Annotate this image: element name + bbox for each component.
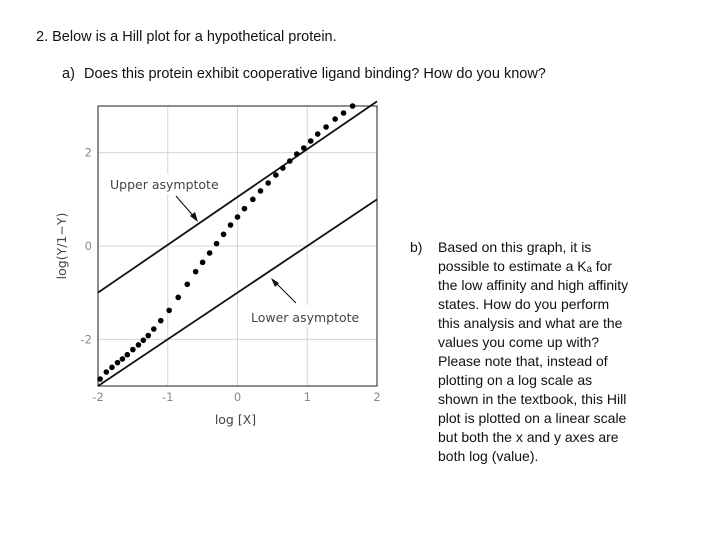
y-tick-label: 2 — [84, 145, 92, 160]
x-tick-label: 0 — [233, 390, 242, 404]
x-tick-label: -1 — [162, 390, 174, 404]
data-point — [158, 318, 164, 324]
data-point — [242, 206, 248, 212]
data-point — [273, 172, 279, 178]
data-point — [124, 352, 130, 358]
data-point — [258, 188, 264, 194]
data-point — [228, 222, 234, 228]
data-point — [221, 232, 227, 238]
part-b-line: Please note that, instead of — [438, 353, 608, 369]
data-points — [97, 103, 355, 382]
part-b-line: values you come up with? — [438, 334, 600, 350]
data-point — [97, 376, 103, 382]
data-point — [115, 360, 121, 366]
data-point — [166, 308, 172, 314]
data-point — [145, 333, 151, 339]
data-point — [200, 260, 206, 266]
data-point — [265, 180, 271, 186]
x-tick-label: 1 — [303, 390, 311, 404]
y-tick-label: -2 — [80, 332, 92, 347]
part-b-line: both log (value). — [438, 448, 539, 464]
data-point — [193, 269, 199, 275]
lower-arrow-head — [271, 278, 279, 287]
x-tick-label: -2 — [92, 390, 104, 404]
data-point — [136, 342, 142, 348]
lower-asymptote-label: Lower asymptote — [251, 310, 360, 325]
data-point — [151, 326, 157, 332]
x-tick-label: 2 — [373, 390, 381, 404]
data-point — [287, 158, 293, 164]
y-axis-label: log(Y/1−Y) — [54, 212, 69, 280]
data-point — [294, 151, 300, 157]
part-b-line: but both the x and y axes are — [438, 429, 619, 445]
data-point — [301, 145, 307, 151]
part-b-line: states. How do you perform — [438, 296, 610, 312]
data-point — [184, 281, 190, 287]
part-b-label: b) — [410, 239, 423, 255]
data-point — [109, 365, 115, 371]
part-b-line: the low affinity and high affinity — [438, 277, 629, 293]
data-point — [207, 250, 213, 256]
part-b-line: plot is plotted on a linear scale — [438, 410, 627, 426]
data-point — [130, 347, 136, 353]
data-point — [341, 110, 347, 116]
part-a-text: Does this protein exhibit cooperative ligand binding? How do you know? — [84, 66, 546, 82]
upper-asymptote-label: Upper asymptote — [110, 177, 219, 192]
part-b-line: possible to estimate a Kₐ for — [438, 258, 613, 274]
data-point — [315, 131, 321, 137]
data-point — [280, 165, 286, 171]
y-tick-label: 0 — [84, 239, 92, 253]
part-b-text — [438, 238, 700, 466]
data-point — [250, 197, 256, 203]
data-point — [332, 116, 338, 122]
data-point — [104, 369, 110, 375]
data-point — [350, 103, 356, 109]
data-point — [308, 138, 314, 144]
data-point — [175, 295, 181, 301]
x-axis-label: log [X] — [214, 412, 257, 427]
data-point — [235, 214, 241, 220]
part-a-label: a) — [62, 66, 75, 82]
part-b-line: shown in the textbook, this Hill — [438, 391, 627, 407]
data-point — [323, 124, 329, 130]
part-b-line: Based on this graph, it is — [438, 239, 592, 255]
part-b-line: this analysis and what are the — [438, 315, 623, 331]
data-point — [141, 337, 147, 343]
part-b-line: plotting on a log scale as — [438, 372, 593, 388]
data-point — [214, 241, 220, 247]
question-heading: 2. Below is a Hill plot for a hypothetical protein. — [36, 29, 337, 45]
data-point — [120, 356, 126, 362]
